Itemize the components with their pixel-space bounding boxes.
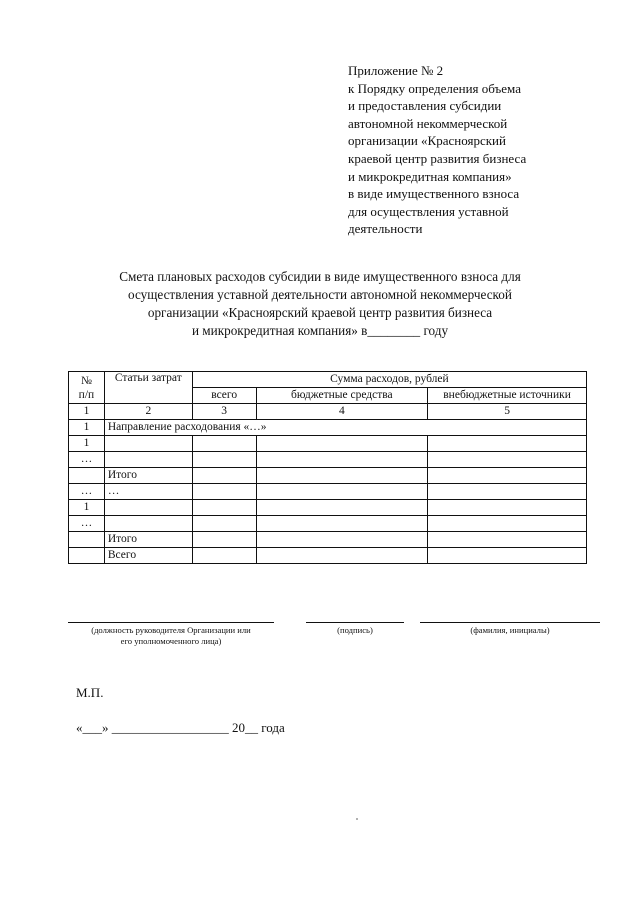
expense-item-cell [104, 436, 192, 452]
amount-budget-cell [256, 516, 428, 532]
col-num-header [69, 372, 105, 404]
table-row [69, 484, 587, 500]
amount-total-cell [192, 484, 256, 500]
name-caption: (фамилия, инициалы) [470, 625, 550, 635]
column-number-row [69, 404, 587, 420]
col-num-header-part: п/п [78, 388, 95, 401]
row-number-cell [69, 548, 105, 564]
col-num-header-part: № [80, 374, 92, 387]
date-line: «___» __________________ 20__ года [76, 720, 285, 735]
estimate-table [68, 371, 587, 564]
row-number-cell: … [69, 452, 105, 468]
table-row [69, 436, 587, 452]
table-row [69, 500, 587, 516]
row-number-cell: 1 [69, 420, 105, 436]
expense-item-cell: Итого [104, 468, 192, 484]
amount-offbudget-cell [428, 548, 587, 564]
annex-header [348, 62, 618, 238]
amount-total-cell [192, 500, 256, 516]
amount-budget-cell [256, 484, 428, 500]
annex-line: краевой центр развития бизнеса [348, 150, 527, 166]
signature-line [306, 622, 404, 623]
amount-budget-cell [256, 436, 428, 452]
table-row [69, 420, 587, 436]
annex-line: деятельности [348, 221, 423, 237]
title-line: и микрокредитная компания» в________ году [191, 323, 449, 338]
amount-offbudget-cell [428, 484, 587, 500]
table-row [69, 532, 587, 548]
title-line: осуществления уставной деятельности автономной некоммерческой [128, 287, 512, 302]
amount-budget-cell [256, 532, 428, 548]
scan-speck [356, 818, 358, 820]
col-sum-group-header: Сумма расходов, рублей [192, 372, 586, 388]
expense-item-cell [104, 452, 192, 468]
row-number-cell: … [69, 484, 105, 500]
header-row-1 [69, 372, 587, 388]
col-number-cell: 4 [256, 404, 428, 420]
amount-budget-cell [256, 548, 428, 564]
col-budget-header: бюджетные средства [256, 388, 428, 404]
position-signature-line [68, 622, 274, 623]
table-row [69, 516, 587, 532]
amount-offbudget-cell [428, 468, 587, 484]
expense-item-cell [104, 516, 192, 532]
amount-offbudget-cell [428, 516, 587, 532]
position-caption: (должность руководителя Организации или его уполномоченного лица) [91, 625, 251, 646]
amount-budget-cell [256, 468, 428, 484]
annex-line: организации «Красноярский [348, 133, 506, 149]
expense-item-cell: … [104, 484, 192, 500]
col-total-header: всего [192, 388, 256, 404]
col-number-cell: 2 [104, 404, 192, 420]
expense-item-cell: Всего [104, 548, 192, 564]
amount-offbudget-cell [428, 500, 587, 516]
amount-budget-cell [256, 452, 428, 468]
sign-caption: (подпись) [337, 625, 373, 635]
title-line: организации «Красноярский краевой центр развития бизнеса [147, 305, 493, 320]
annex-line: и предоставления субсидии [348, 98, 502, 114]
row-number-cell [69, 468, 105, 484]
name-signature-line [420, 622, 600, 623]
title-line: Смета плановых расходов субсидии в виде имущественного взноса для [119, 269, 521, 284]
col-offbudget-header: внебюджетные источники [428, 388, 587, 404]
annex-line: в виде имущественного взноса [348, 186, 520, 202]
amount-budget-cell [256, 500, 428, 516]
annex-line: для осуществления уставной [348, 203, 509, 219]
amount-offbudget-cell [428, 452, 587, 468]
amount-total-cell [192, 532, 256, 548]
row-number-cell: 1 [69, 500, 105, 516]
annex-line: и микрокредитная компания» [348, 168, 512, 184]
expense-direction-cell: Направление расходования «…» [104, 420, 586, 436]
table-row [69, 548, 587, 564]
col-number-cell: 3 [192, 404, 256, 420]
amount-total-cell [192, 516, 256, 532]
amount-total-cell [192, 452, 256, 468]
expense-item-cell [104, 500, 192, 516]
annex-line: автономной некоммерческой [348, 115, 508, 131]
col-number-cell: 1 [69, 404, 105, 420]
row-number-cell [69, 532, 105, 548]
annex-line: к Порядку определения объема [348, 80, 521, 96]
table-row [69, 452, 587, 468]
amount-offbudget-cell [428, 532, 587, 548]
amount-total-cell [192, 436, 256, 452]
table-row [69, 468, 587, 484]
row-number-cell: 1 [69, 436, 105, 452]
amount-total-cell [192, 548, 256, 564]
amount-offbudget-cell [428, 436, 587, 452]
document-title [60, 268, 580, 340]
row-number-cell: … [69, 516, 105, 532]
col-items-header: Статьи затрат [104, 372, 192, 404]
stamp-place: М.П. [76, 685, 104, 700]
expense-item-cell: Итого [104, 532, 192, 548]
col-number-cell: 5 [428, 404, 587, 420]
amount-total-cell [192, 468, 256, 484]
annex-line: Приложение № 2 [348, 63, 444, 78]
